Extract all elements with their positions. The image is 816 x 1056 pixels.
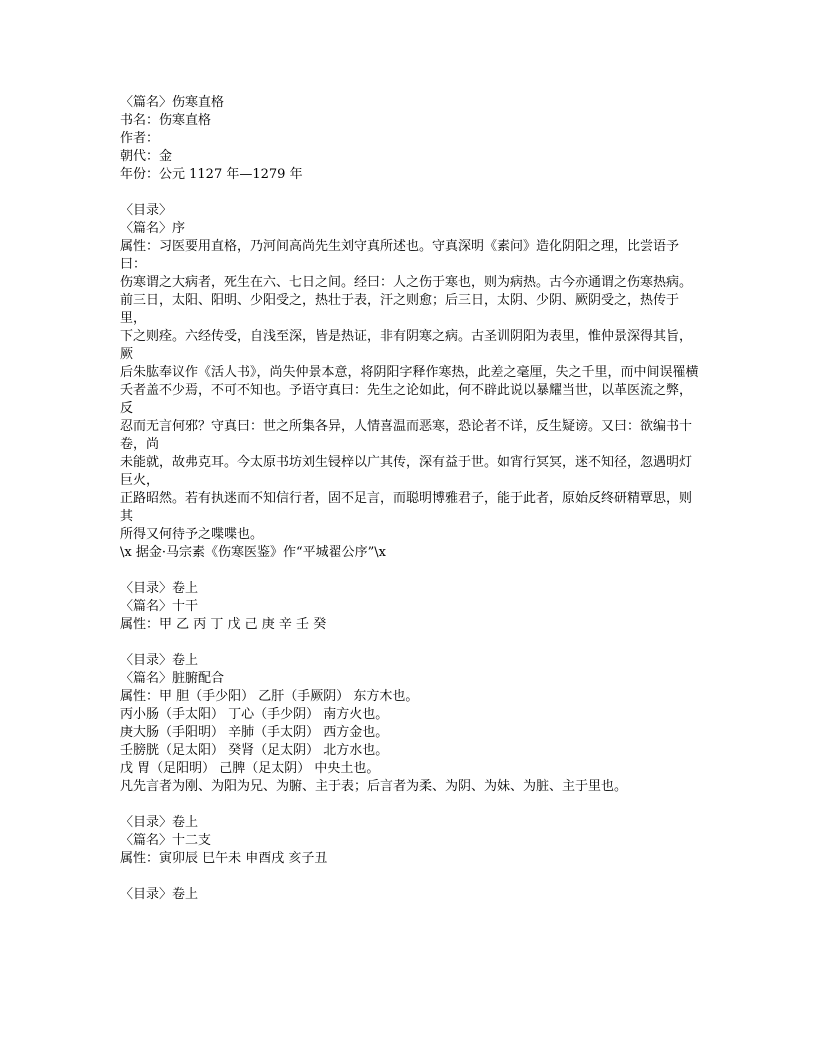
chapter-title: 〈篇名〉伤寒直格 [120, 95, 225, 110]
zangfu-line: 戊 胃（足阳明） 己脾（足太阴） 中央土也。 [120, 761, 380, 776]
spacer [120, 868, 700, 886]
twelve-branches-attr: 属性：寅卯辰 巳午未 申酉戌 亥子丑 [120, 851, 328, 866]
book-name: 书名：伤寒直格 [120, 113, 212, 128]
toc-marker: 〈目录〉卷上 [120, 887, 199, 902]
preface-line: 前三日，太阳、阳明、少阳受之，热壮于表，汗之则愈；后三日，太阴、少阴、厥阴受之，热传于里， [120, 293, 680, 326]
ten-stems-attr: 属性：甲 乙 丙 丁 戊 己 庚 辛 壬 癸 [120, 617, 327, 632]
preface-line: 下之则痊。六经传受，自浅至深，皆是热证，非有阴寒之病。古圣训阴阳为表里，惟仲景深得其旨，厥 [120, 329, 693, 362]
preface-line: 所得又何待予之喋喋也。 [120, 527, 264, 542]
toc-marker: 〈目录〉卷上 [120, 815, 199, 830]
author: 作者： [120, 131, 160, 146]
toc-marker: 〈目录〉卷上 [120, 581, 199, 596]
toc-marker: 〈目录〉 [120, 203, 173, 218]
toc-marker: 〈目录〉卷上 [120, 653, 199, 668]
zangfu-line: 凡先言者为刚、为阳为兄、为腑、主于表；后言者为柔、为阴、为妹、为脏、主于里也。 [120, 779, 628, 794]
spacer [120, 796, 700, 814]
section-title-preface: 〈篇名〉序 [120, 221, 186, 236]
preface-line: 正路昭然。若有执迷而不知信行者，固不足言，而聪明博雅君子，能于此者，原始反终研精覃思，则其 [120, 491, 693, 524]
preface-note: \x 据金·马宗素《伤寒医鉴》作“平城翟公序”\x [120, 545, 386, 560]
preface-line: 伤寒谓之大病者，死生在六、七日之间。经曰：人之伤于寒也，则为病热。古今亦通谓之伤寒热病。 [120, 275, 693, 290]
section-title-zangfu: 〈篇名〉脏腑配合 [120, 671, 225, 686]
spacer [120, 184, 700, 202]
preface-line: 后朱肱奉议作《活人书》，尚失仲景本意，将阴阳字释作寒热，此差之毫厘，失之千里，而中间误罹横 [120, 365, 699, 380]
zangfu-line: 属性：甲 胆（手少阳） 乙肝（手厥阴） 东方木也。 [120, 689, 419, 704]
dynasty: 朝代：金 [120, 149, 173, 164]
spacer [120, 562, 700, 580]
preface-line: 未能就，故弗克耳。今太原书坊刘生锓梓以广其传，深有益于世。如宵行冥冥，迷不知径，忽遇明灯巨火， [120, 455, 693, 488]
document-page [120, 94, 700, 904]
preface-line: 属性：习医要用直格，乃河间高尚先生刘守真所述也。守真深明《素问》造化阴阳之理，比尝语予曰： [120, 239, 680, 272]
zangfu-line: 壬膀胱（足太阳） 癸肾（足太阴） 北方水也。 [120, 743, 389, 758]
section-title-ten-stems: 〈篇名〉十干 [120, 599, 199, 614]
zangfu-line: 丙小肠（手太阳） 丁心（手少阴） 南方火也。 [120, 707, 389, 722]
section-title-twelve-branches: 〈篇名〉十二支 [120, 833, 212, 848]
years: 年份：公元 1127 年—1279 年 [120, 167, 303, 182]
spacer [120, 634, 700, 652]
preface-line: 夭者盖不少焉，不可不知也。予语守真曰：先生之论如此，何不辟此说以暴耀当世，以革医流之弊，反 [120, 383, 693, 416]
preface-line: 忍而无言何邪？守真曰：世之所集各异，人情喜温而恶寒，恐论者不详，反生疑谤。又曰：欲编书十卷，尚 [120, 419, 693, 452]
zangfu-line: 庚大肠（手阳明） 辛肺（手太阴） 西方金也。 [120, 725, 389, 740]
